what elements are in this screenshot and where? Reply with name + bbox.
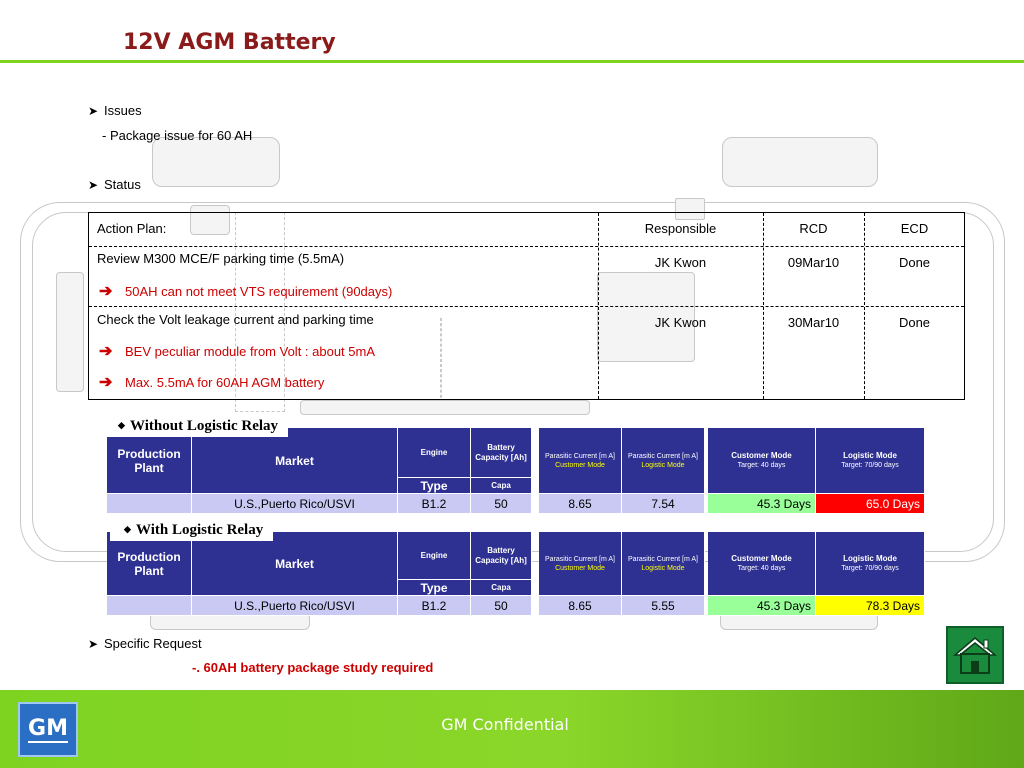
plan-note: ➔ BEV peculiar module from Volt : about 5mA — [99, 343, 376, 360]
cell-plant — [107, 494, 192, 514]
plan-item: Review M300 MCE/F parking time (5.5mA) — [97, 251, 345, 266]
cell-customer-days: 45.3 Days — [708, 494, 816, 514]
section-label-without-relay: ◆ Without Logistic Relay — [104, 416, 288, 437]
col-parasitic-logistic: Parasitic Current [m A] Logistic Mode — [622, 532, 705, 596]
home-button[interactable] — [946, 626, 1004, 684]
cell-parasitic-customer: 8.65 — [539, 596, 622, 616]
cell-plant — [107, 596, 192, 616]
col-production-plant: Production Plant — [107, 532, 192, 596]
responsible-value: JK Kwon — [654, 315, 707, 330]
cell-parasitic-logistic: 5.55 — [622, 596, 705, 616]
col-type: Type — [398, 478, 471, 494]
header-responsible: Responsible — [644, 221, 717, 236]
col-customer-mode: Customer Mode Target: 40 days — [708, 428, 816, 494]
specific-request-heading: ➤ Specific Request — [88, 636, 202, 651]
plan-note: ➔ 50AH can not meet VTS requirement (90days) — [99, 283, 393, 300]
parasitic-table-with-relay — [107, 532, 925, 622]
col-production-plant: Production Plant — [107, 428, 192, 494]
arrowhead-bullet-icon: ➤ — [88, 104, 99, 118]
col-market: Market — [192, 532, 398, 596]
rcd-value: 09Mar10 — [787, 255, 840, 270]
specific-request-item: -. 60AH battery package study required — [192, 660, 434, 675]
col-engine: Engine — [398, 428, 471, 478]
title-divider — [0, 60, 1024, 63]
section-label-with-relay: ◆ With Logistic Relay — [110, 520, 273, 541]
cell-parasitic-logistic: 7.54 — [622, 494, 705, 514]
col-parasitic-customer: Parasitic Current [m A] Customer Mode — [539, 428, 622, 494]
red-arrow-icon: ➔ — [99, 374, 113, 391]
cell-logistic-days: 78.3 Days — [816, 596, 925, 616]
red-arrow-icon: ➔ — [99, 343, 113, 360]
footer-confidential-text: GM Confidential — [441, 715, 569, 734]
issues-heading: ➤ Issues — [88, 103, 142, 118]
cell-capa: 50 — [471, 494, 532, 514]
responsible-value: JK Kwon — [654, 255, 707, 270]
cell-type: B1.2 — [398, 596, 471, 616]
ecd-value: Done — [898, 315, 931, 330]
col-parasitic-customer: Parasitic Current [m A] Customer Mode — [539, 532, 622, 596]
col-battery-capacity: Battery Capacity [Ah] — [471, 428, 532, 478]
diamond-bullet-icon: ◆ — [124, 524, 131, 534]
cell-type: B1.2 — [398, 494, 471, 514]
cell-market: U.S.,Puerto Rico/USVI — [192, 494, 398, 514]
red-arrow-icon: ➔ — [99, 283, 113, 300]
cell-market: U.S.,Puerto Rico/USVI — [192, 596, 398, 616]
parasitic-table-without-relay — [107, 428, 925, 518]
status-heading: ➤ Status — [88, 177, 141, 192]
action-plan-table — [88, 212, 965, 400]
col-logistic-mode: Logistic Mode Target: 70/90 days — [816, 532, 925, 596]
col-type: Type — [398, 580, 471, 596]
arrowhead-bullet-icon: ➤ — [88, 178, 99, 192]
plan-note: ➔ Max. 5.5mA for 60AH AGM battery — [99, 374, 325, 391]
col-customer-mode: Customer Mode Target: 40 days — [708, 532, 816, 596]
col-logistic-mode: Logistic Mode Target: 70/90 days — [816, 428, 925, 494]
cell-logistic-days: 65.0 Days — [816, 494, 925, 514]
header-action-plan: Action Plan: — [97, 221, 167, 236]
issue-item: - Package issue for 60 AH — [102, 128, 253, 143]
col-capa: Capa — [471, 478, 532, 494]
page-title: 12V AGM Battery — [123, 30, 336, 55]
diamond-bullet-icon: ◆ — [118, 420, 125, 430]
plan-item: Check the Volt leakage current and parking time — [97, 312, 374, 327]
home-icon — [953, 635, 997, 675]
col-battery-capacity: Battery Capacity [Ah] — [471, 532, 532, 580]
col-parasitic-logistic: Parasitic Current [m A] Logistic Mode — [622, 428, 705, 494]
cell-customer-days: 45.3 Days — [708, 596, 816, 616]
col-engine: Engine — [398, 532, 471, 580]
header-ecd: ECD — [900, 221, 929, 236]
cell-parasitic-customer: 8.65 — [539, 494, 622, 514]
rcd-value: 30Mar10 — [787, 315, 840, 330]
header-rcd: RCD — [799, 221, 828, 236]
arrowhead-bullet-icon: ➤ — [88, 637, 99, 651]
cell-capa: 50 — [471, 596, 532, 616]
ecd-value: Done — [898, 255, 931, 270]
col-market: Market — [192, 428, 398, 494]
col-capa: Capa — [471, 580, 532, 596]
gm-logo: GM — [18, 702, 78, 757]
